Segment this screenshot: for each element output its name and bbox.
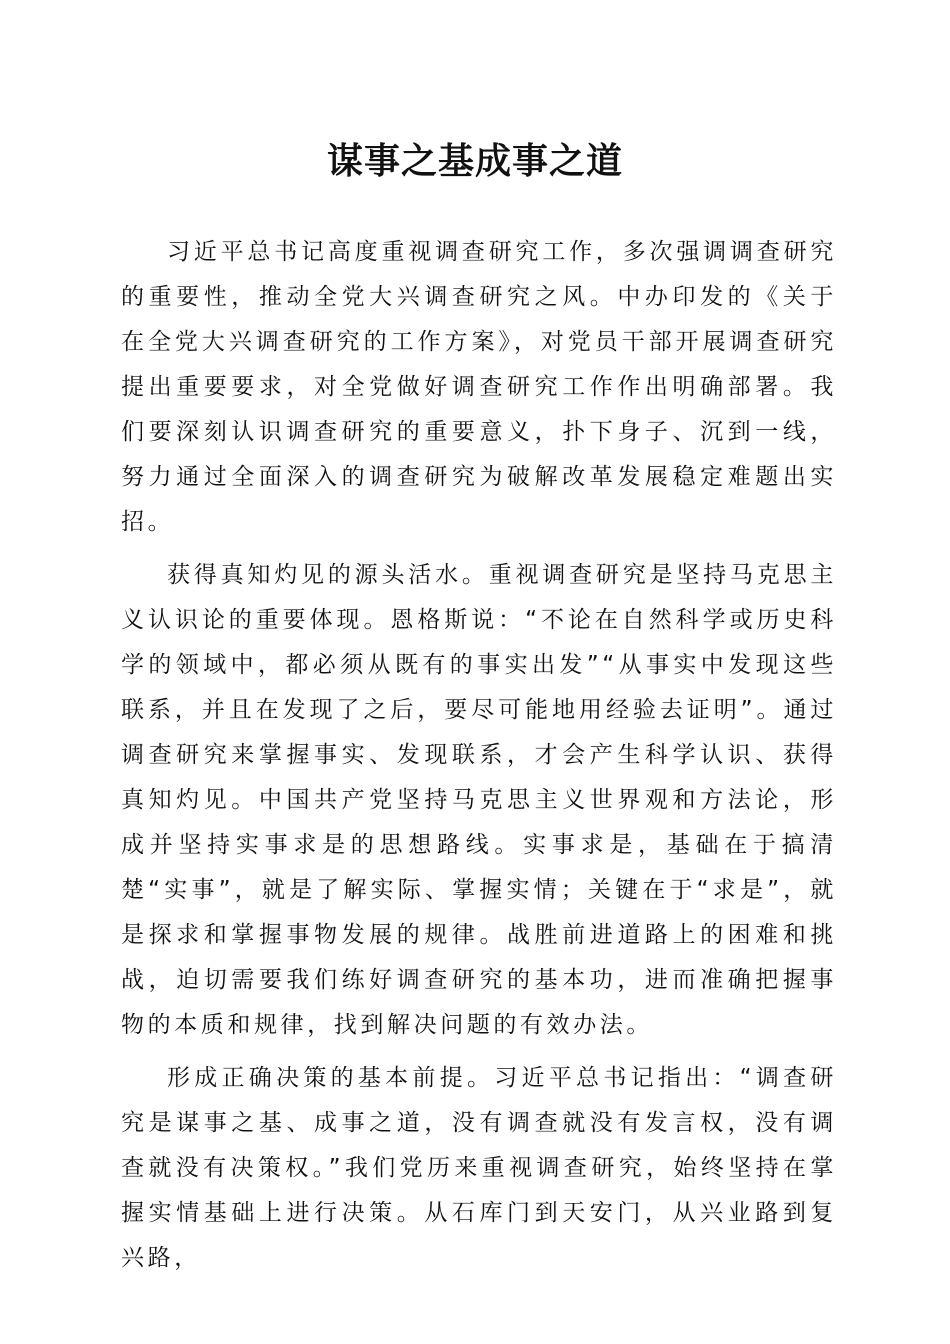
document-body xyxy=(121,230,837,1289)
document-title: 谋事之基成事之道 xyxy=(326,140,623,182)
paragraph-intro: 习近平总书记高度重视调查研究工作，多次强调调查研究的重要性，推动全党大兴调查研究之风。中办印发的《关于在全党大兴调查研究的工作方案》，对党员干部开展调查研究提出重要要求，对全党做好调查研究工作作出明确部署。我们要深刻认识调查研究的重要意义，扑下身子、沉到一线，努力通过全面深入的调查研究为破解改革发展稳定难题出实招。 xyxy=(121,239,837,535)
paragraph-decision-premise: 形成正确决策的基本前提。习近平总书记指出：“调查研究是谋事之基、成事之道，没有调查就没有发言权，没有调查就没有决策权。”我们党历来重视调查研究，始终坚持在掌握实情基础上进行决策。从石库门到天安门，从兴业路到复兴路， xyxy=(121,1065,837,1271)
paragraph-source-of-knowledge: 获得真知灼见的源头活水。重视调查研究是坚持马克思主义认识论的重要体现。恩格斯说：“不论在自然科学或历史科学的领域中，都必须从既有的事实出发”“从事实中发现这些联系，并且在发现了之后，要尽可能地用经验去证明”。通过调查研究来掌握事实、发现联系，才会产生科学认识、获得真知灼见。中国共产党坚持马克思主义世界观和方法论，形成并坚持实事求是的思想路线。实事求是，基础在于搞清楚“实事”，就是了解实际、掌握实情；关键在于“求是”，就是探求和掌握事物发展的规律。战胜前进道路上的困难和挑战，迫切需要我们练好调查研究的基本功，进而准确把握事物的本质和规律，找到解决问题的有效办法。 xyxy=(121,562,837,1038)
